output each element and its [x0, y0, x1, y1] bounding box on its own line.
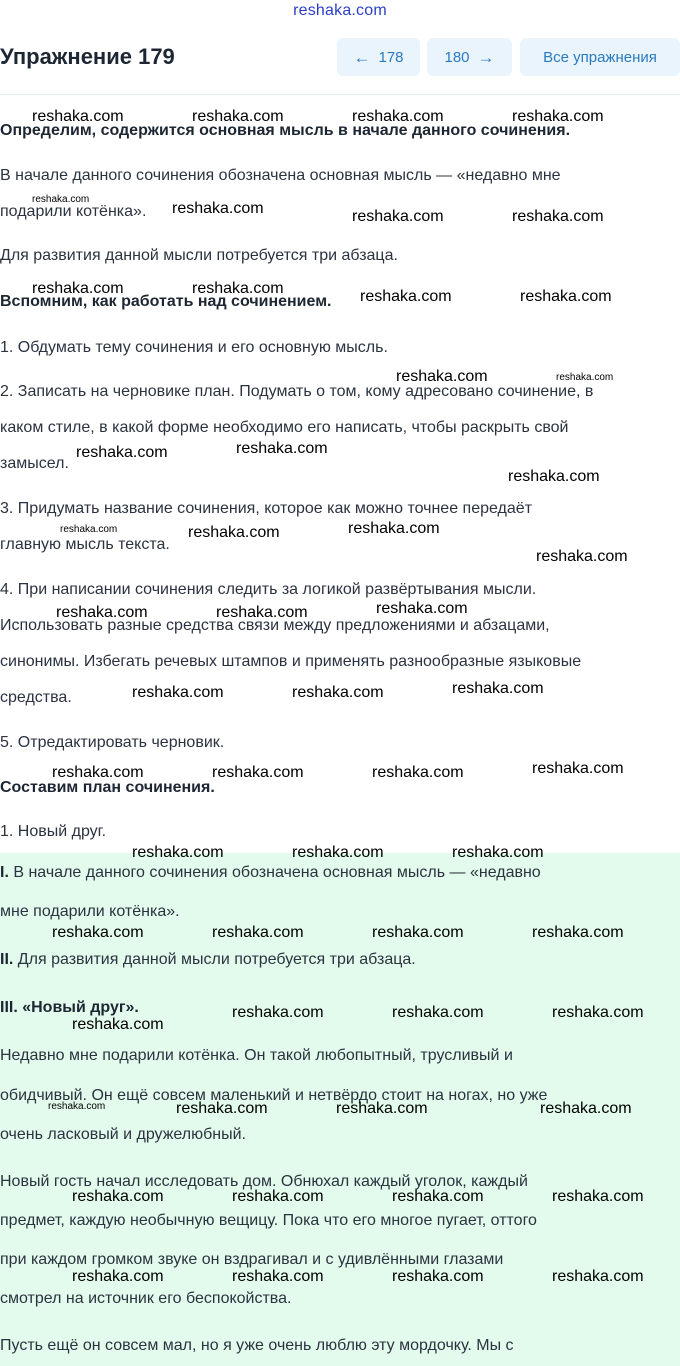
watermark-text: reshaka.com — [532, 760, 624, 777]
watermark-text: reshaka.com — [360, 288, 452, 305]
list-item: каком стиле, в какой форме необходимо его написать, чтобы раскрыть свой — [0, 419, 569, 436]
watermark-text: reshaka.com — [52, 764, 144, 781]
watermark-text: reshaka.com — [52, 924, 144, 941]
watermark-text: reshaka.com — [540, 1100, 632, 1117]
watermark-text: reshaka.com — [392, 1188, 484, 1205]
plan-text: В начале данного сочинения обозначена основная мысль — «недавно — [8, 864, 541, 881]
watermark-text: reshaka.com — [188, 524, 280, 541]
plan-roman-item: III. «Новый друг». — [0, 999, 139, 1016]
watermark-text: reshaka.com — [452, 680, 544, 697]
watermark-text: reshaka.com — [212, 764, 304, 781]
list-item: главную мысль текста. — [0, 536, 170, 553]
text-line: Для развития данной мысли потребуется три абзаца. — [0, 247, 398, 264]
prev-exercise-button[interactable] — [337, 38, 420, 76]
list-item: синонимы. Избегать речевых штампов и применять разнообразные языковые — [0, 653, 582, 670]
watermark-text: reshaka.com — [292, 844, 384, 861]
watermark-text: reshaka.com — [60, 524, 118, 535]
plan-roman-item — [0, 950, 680, 970]
watermark-text: reshaka.com — [552, 1268, 644, 1285]
list-item: замысел. — [0, 455, 69, 472]
plan-roman-item — [0, 863, 680, 883]
watermark-text: reshaka.com — [132, 684, 224, 701]
watermark-text: reshaka.com — [192, 280, 284, 297]
watermark-text: reshaka.com — [376, 600, 468, 617]
watermark-text: reshaka.com — [56, 604, 148, 621]
watermark-text: reshaka.com — [348, 520, 440, 537]
list-item: Использовать разные средства связи между предложениями и абзацами, — [0, 617, 550, 634]
list-item: 1. Обдумать тему сочинения и его основную мысль. — [0, 339, 388, 356]
arrow-right-icon: → — [477, 47, 495, 67]
essay-line: смотрел на источник его беспокойства. — [0, 1290, 292, 1307]
watermark-text: reshaka.com — [552, 1004, 644, 1021]
watermark-text: reshaka.com — [372, 924, 464, 941]
essay-line: Пусть ещё он совсем мал, но я уже очень люблю эту мордочку. Мы с — [0, 1337, 514, 1354]
watermark-text: reshaka.com — [72, 1268, 164, 1285]
watermark-text: reshaka.com — [32, 194, 90, 205]
site-link[interactable]: reshaka.com — [293, 2, 387, 19]
watermark-text: reshaka.com — [396, 368, 488, 385]
list-item: 2. Записать на черновике план. Подумать о том, кому адресовано сочинение, в — [0, 383, 594, 400]
watermark-text: reshaka.com — [212, 924, 304, 941]
watermark-text: reshaka.com — [392, 1268, 484, 1285]
watermark-text: reshaka.com — [76, 444, 168, 461]
watermark-text: reshaka.com — [232, 1268, 324, 1285]
plan-item: 1. Новый друг. — [0, 823, 107, 840]
watermark-text: reshaka.com — [532, 924, 624, 941]
watermark-text: reshaka.com — [508, 468, 600, 485]
watermark-text: reshaka.com — [512, 108, 604, 125]
essay-line: при каждом громком звуке он вздрагивал и с удивлёнными глазами — [0, 1251, 504, 1268]
text-line: В начале данного сочинения обозначена основная мысль — «недавно мне — [0, 167, 561, 184]
watermark-text: reshaka.com — [232, 1004, 324, 1021]
watermark-text: reshaka.com — [352, 108, 444, 125]
list-item: 3. Придумать название сочинения, которое как можно точнее передаёт — [0, 500, 533, 517]
watermark-text: reshaka.com — [452, 844, 544, 861]
watermark-text: reshaka.com — [172, 200, 264, 217]
essay-line: Недавно мне подарили котёнка. Он такой любопытный, трусливый и — [0, 1047, 513, 1064]
essay-line: Новый гость начал исследовать дом. Обнюхал каждый уголок, каждый — [0, 1173, 528, 1190]
watermark-text: reshaka.com — [336, 1100, 428, 1117]
watermark-text: reshaka.com — [176, 1100, 268, 1117]
all-exercises-button[interactable] — [520, 38, 680, 76]
page-header — [0, 30, 680, 95]
watermark-text: reshaka.com — [236, 440, 328, 457]
page-title: Упражнение 179 — [0, 44, 175, 69]
text-line: подарили котёнка». — [0, 203, 147, 220]
list-item: 4. При написании сочинения следить за логикой развёртывания мысли. — [0, 581, 537, 598]
essay-line: обидчивый. Он ещё совсем маленький и нетвёрдо стоит на ногах, но уже — [0, 1087, 548, 1104]
all-exercises-label: Все упражнения — [543, 48, 657, 66]
watermark-text: reshaka.com — [192, 108, 284, 125]
watermark-text: reshaka.com — [32, 108, 124, 125]
watermark-text: reshaka.com — [132, 844, 224, 861]
list-item: средства. — [0, 689, 72, 706]
text-line: мне подарили котёнка». — [0, 903, 180, 920]
next-exercise-button[interactable] — [427, 38, 512, 76]
watermark-text: reshaka.com — [520, 288, 612, 305]
watermark-text: reshaka.com — [292, 684, 384, 701]
plan-text: Для развития данной мысли потребуется три абзаца. — [13, 951, 416, 968]
watermark-text: reshaka.com — [48, 1101, 106, 1112]
list-item: 5. Отредактировать черновик. — [0, 734, 225, 751]
roman-numeral: I. — [0, 864, 9, 881]
watermark-text: reshaka.com — [556, 372, 614, 383]
section-heading: Определим, содержится основная мысль в начале данного сочинения. — [0, 122, 571, 139]
prev-exercise-label: 178 — [378, 48, 404, 66]
watermark-text: reshaka.com — [512, 208, 604, 225]
essay-line: предмет, каждую необычную вещицу. Пока что его многое пугает, оттого — [0, 1212, 537, 1229]
roman-numeral: II. — [0, 951, 14, 968]
watermark-text: reshaka.com — [352, 208, 444, 225]
watermark-text: reshaka.com — [372, 764, 464, 781]
watermark-text: reshaka.com — [536, 548, 628, 565]
section-heading: Составим план сочинения. — [0, 779, 215, 796]
watermark-text: reshaka.com — [216, 604, 308, 621]
watermark-text: reshaka.com — [552, 1188, 644, 1205]
next-exercise-label: 180 — [444, 48, 470, 66]
watermark-text: reshaka.com — [232, 1188, 324, 1205]
watermark-text: reshaka.com — [72, 1016, 164, 1033]
arrow-left-icon: ← — [353, 47, 371, 67]
section-heading: Вспомним, как работать над сочинением. — [0, 293, 332, 310]
watermark-text: reshaka.com — [32, 280, 124, 297]
essay-line: очень ласковый и дружелюбный. — [0, 1126, 246, 1143]
watermark-text: reshaka.com — [392, 1004, 484, 1021]
watermark-text: reshaka.com — [72, 1188, 164, 1205]
